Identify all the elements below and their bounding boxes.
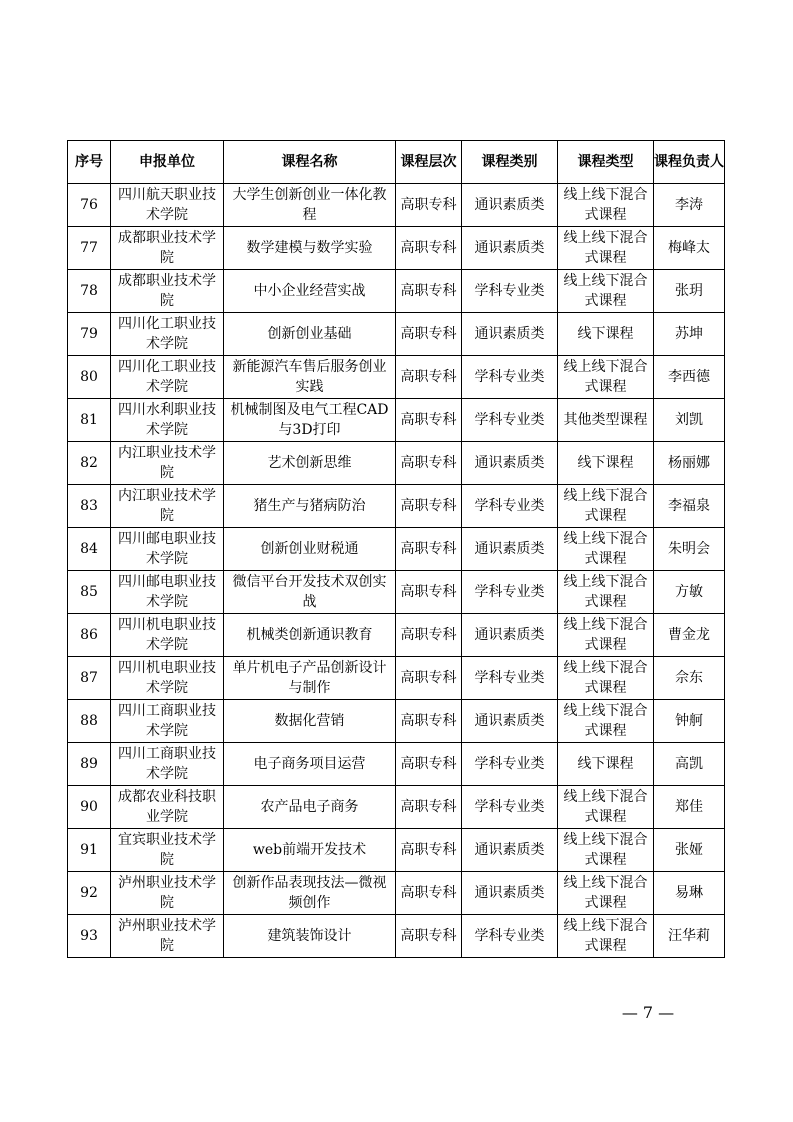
cell-type: 线上线下混合式课程 <box>558 829 654 872</box>
cell-course-name: 创新创业财税通 <box>224 528 396 571</box>
cell-category: 通识素质类 <box>462 313 558 356</box>
cell-no: 76 <box>68 184 111 227</box>
cell-type: 线上线下混合式课程 <box>558 270 654 313</box>
table-body <box>68 184 725 958</box>
table-row <box>68 485 725 528</box>
cell-type: 线下课程 <box>558 743 654 786</box>
cell-unit: 成都农业科技职业学院 <box>111 786 224 829</box>
cell-type: 线上线下混合式课程 <box>558 356 654 399</box>
cell-no: 86 <box>68 614 111 657</box>
cell-level: 高职专科 <box>396 528 462 571</box>
table-row <box>68 614 725 657</box>
cell-category: 通识素质类 <box>462 227 558 270</box>
cell-category: 通识素质类 <box>462 829 558 872</box>
cell-unit: 四川机电职业技术学院 <box>111 657 224 700</box>
table-row <box>68 829 725 872</box>
cell-unit: 成都职业技术学院 <box>111 227 224 270</box>
table-row <box>68 700 725 743</box>
cell-type: 线上线下混合式课程 <box>558 657 654 700</box>
cell-unit: 四川水利职业技术学院 <box>111 399 224 442</box>
cell-course-name: 建筑装饰设计 <box>224 915 396 958</box>
cell-no: 93 <box>68 915 111 958</box>
header-category: 课程类别 <box>462 141 558 184</box>
cell-lead: 李西德 <box>654 356 725 399</box>
cell-course-name: 数学建模与数学实验 <box>224 227 396 270</box>
cell-category: 通识素质类 <box>462 700 558 743</box>
cell-level: 高职专科 <box>396 399 462 442</box>
cell-category: 通识素质类 <box>462 184 558 227</box>
table-row <box>68 872 725 915</box>
header-level: 课程层次 <box>396 141 462 184</box>
cell-course-name: 创新创业基础 <box>224 313 396 356</box>
cell-type: 线上线下混合式课程 <box>558 872 654 915</box>
cell-level: 高职专科 <box>396 786 462 829</box>
header-no: 序号 <box>68 141 111 184</box>
cell-unit: 四川邮电职业技术学院 <box>111 528 224 571</box>
cell-lead: 张玥 <box>654 270 725 313</box>
cell-type: 线上线下混合式课程 <box>558 700 654 743</box>
table-header-row <box>68 141 725 184</box>
header-unit: 申报单位 <box>111 141 224 184</box>
cell-lead: 李福泉 <box>654 485 725 528</box>
cell-type: 其他类型课程 <box>558 399 654 442</box>
cell-lead: 汪华莉 <box>654 915 725 958</box>
cell-level: 高职专科 <box>396 829 462 872</box>
cell-level: 高职专科 <box>396 442 462 485</box>
cell-unit: 四川化工职业技术学院 <box>111 313 224 356</box>
cell-level: 高职专科 <box>396 356 462 399</box>
cell-lead: 李涛 <box>654 184 725 227</box>
cell-type: 线上线下混合式课程 <box>558 614 654 657</box>
cell-lead: 高凯 <box>654 743 725 786</box>
cell-lead: 郑佳 <box>654 786 725 829</box>
page-number: — 7 — <box>621 1003 675 1022</box>
cell-no: 78 <box>68 270 111 313</box>
cell-category: 学科专业类 <box>462 657 558 700</box>
cell-course-name: 电子商务项目运营 <box>224 743 396 786</box>
cell-unit: 四川邮电职业技术学院 <box>111 571 224 614</box>
cell-lead: 梅峰太 <box>654 227 725 270</box>
header-type: 课程类型 <box>558 141 654 184</box>
cell-type: 线上线下混合式课程 <box>558 227 654 270</box>
table-row <box>68 313 725 356</box>
cell-no: 82 <box>68 442 111 485</box>
cell-course-name: 机械制图及电气工程CAD与3D打印 <box>224 399 396 442</box>
cell-category: 学科专业类 <box>462 270 558 313</box>
cell-category: 学科专业类 <box>462 915 558 958</box>
cell-lead: 方敏 <box>654 571 725 614</box>
cell-no: 87 <box>68 657 111 700</box>
table-row <box>68 399 725 442</box>
table-row <box>68 571 725 614</box>
table-row <box>68 743 725 786</box>
cell-no: 85 <box>68 571 111 614</box>
cell-lead: 杨丽娜 <box>654 442 725 485</box>
cell-type: 线上线下混合式课程 <box>558 528 654 571</box>
cell-level: 高职专科 <box>396 571 462 614</box>
cell-unit: 四川化工职业技术学院 <box>111 356 224 399</box>
cell-course-name: web前端开发技术 <box>224 829 396 872</box>
cell-course-name: 中小企业经营实战 <box>224 270 396 313</box>
cell-course-name: 微信平台开发技术双创实战 <box>224 571 396 614</box>
cell-category: 通识素质类 <box>462 614 558 657</box>
cell-level: 高职专科 <box>396 270 462 313</box>
cell-no: 81 <box>68 399 111 442</box>
cell-level: 高职专科 <box>396 485 462 528</box>
cell-no: 84 <box>68 528 111 571</box>
cell-category: 学科专业类 <box>462 356 558 399</box>
table-row <box>68 442 725 485</box>
cell-course-name: 创新作品表现技法—微视频创作 <box>224 872 396 915</box>
header-course-name: 课程名称 <box>224 141 396 184</box>
table-row <box>68 270 725 313</box>
cell-type: 线上线下混合式课程 <box>558 915 654 958</box>
table-row <box>68 915 725 958</box>
cell-unit: 四川机电职业技术学院 <box>111 614 224 657</box>
cell-lead: 刘凯 <box>654 399 725 442</box>
cell-level: 高职专科 <box>396 614 462 657</box>
cell-no: 90 <box>68 786 111 829</box>
cell-category: 学科专业类 <box>462 399 558 442</box>
cell-course-name: 猪生产与猪病防治 <box>224 485 396 528</box>
cell-course-name: 新能源汽车售后服务创业实践 <box>224 356 396 399</box>
cell-unit: 四川工商职业技术学院 <box>111 743 224 786</box>
cell-level: 高职专科 <box>396 743 462 786</box>
course-table <box>67 140 725 958</box>
cell-level: 高职专科 <box>396 184 462 227</box>
cell-category: 通识素质类 <box>462 442 558 485</box>
cell-unit: 四川航天职业技术学院 <box>111 184 224 227</box>
cell-no: 77 <box>68 227 111 270</box>
cell-no: 89 <box>68 743 111 786</box>
cell-type: 线下课程 <box>558 442 654 485</box>
cell-type: 线下课程 <box>558 313 654 356</box>
cell-level: 高职专科 <box>396 657 462 700</box>
table-row <box>68 184 725 227</box>
table-row <box>68 528 725 571</box>
cell-type: 线上线下混合式课程 <box>558 571 654 614</box>
cell-course-name: 数据化营销 <box>224 700 396 743</box>
cell-unit: 内江职业技术学院 <box>111 442 224 485</box>
cell-unit: 泸州职业技术学院 <box>111 872 224 915</box>
cell-lead: 朱明会 <box>654 528 725 571</box>
cell-course-name: 单片机电子产品创新设计与制作 <box>224 657 396 700</box>
cell-lead: 佘东 <box>654 657 725 700</box>
cell-level: 高职专科 <box>396 700 462 743</box>
cell-no: 92 <box>68 872 111 915</box>
table-row <box>68 786 725 829</box>
cell-level: 高职专科 <box>396 313 462 356</box>
cell-course-name: 机械类创新通识教育 <box>224 614 396 657</box>
table-row <box>68 356 725 399</box>
cell-level: 高职专科 <box>396 915 462 958</box>
cell-category: 通识素质类 <box>462 528 558 571</box>
cell-lead: 曹金龙 <box>654 614 725 657</box>
table-row <box>68 227 725 270</box>
cell-course-name: 大学生创新创业一体化教程 <box>224 184 396 227</box>
cell-category: 通识素质类 <box>462 872 558 915</box>
cell-lead: 张娅 <box>654 829 725 872</box>
cell-no: 91 <box>68 829 111 872</box>
cell-category: 学科专业类 <box>462 743 558 786</box>
cell-no: 79 <box>68 313 111 356</box>
cell-category: 学科专业类 <box>462 571 558 614</box>
cell-unit: 内江职业技术学院 <box>111 485 224 528</box>
cell-type: 线上线下混合式课程 <box>558 485 654 528</box>
cell-level: 高职专科 <box>396 227 462 270</box>
cell-lead: 易琳 <box>654 872 725 915</box>
table-row <box>68 657 725 700</box>
cell-no: 88 <box>68 700 111 743</box>
cell-lead: 苏坤 <box>654 313 725 356</box>
cell-unit: 四川工商职业技术学院 <box>111 700 224 743</box>
cell-no: 83 <box>68 485 111 528</box>
cell-category: 学科专业类 <box>462 485 558 528</box>
cell-type: 线上线下混合式课程 <box>558 184 654 227</box>
cell-course-name: 艺术创新思维 <box>224 442 396 485</box>
cell-unit: 宜宾职业技术学院 <box>111 829 224 872</box>
cell-unit: 成都职业技术学院 <box>111 270 224 313</box>
cell-lead: 钟舸 <box>654 700 725 743</box>
cell-course-name: 农产品电子商务 <box>224 786 396 829</box>
cell-type: 线上线下混合式课程 <box>558 786 654 829</box>
cell-level: 高职专科 <box>396 872 462 915</box>
cell-unit: 泸州职业技术学院 <box>111 915 224 958</box>
cell-no: 80 <box>68 356 111 399</box>
cell-category: 学科专业类 <box>462 786 558 829</box>
header-lead: 课程负责人 <box>654 141 725 184</box>
